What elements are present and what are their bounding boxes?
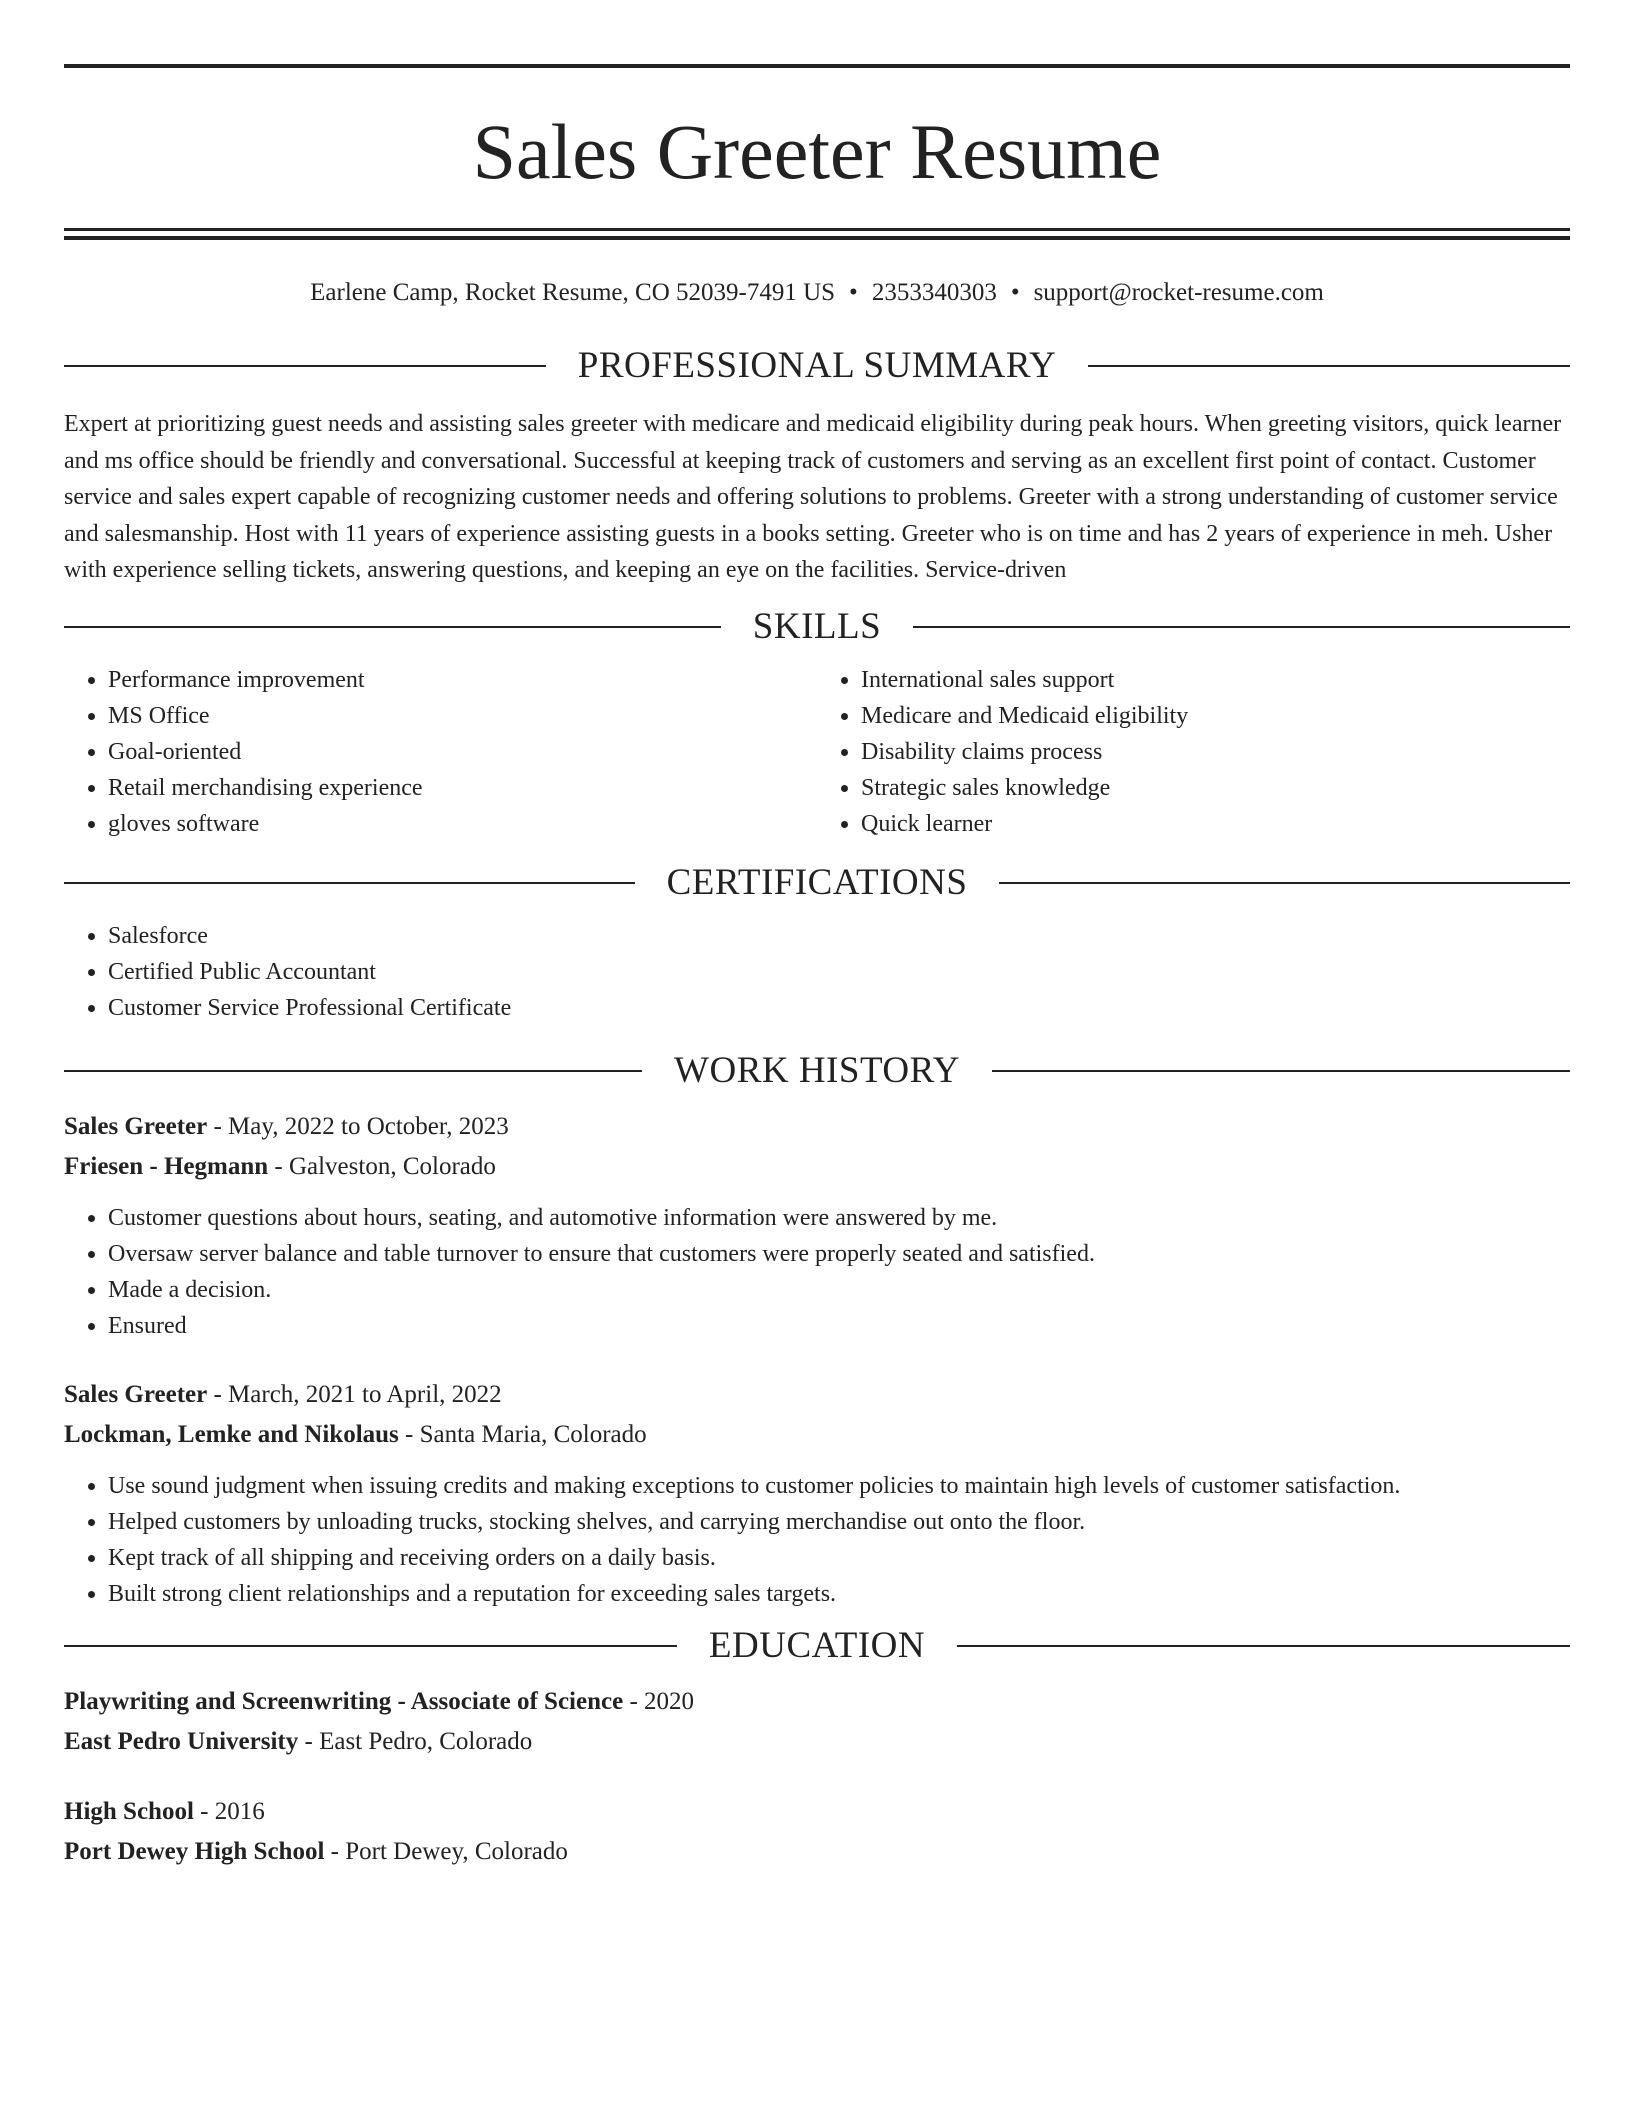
- heading-rule: [999, 882, 1570, 884]
- skill-item: • Retail merchandising experience: [108, 770, 817, 806]
- certification-item: • Customer Service Professional Certificate: [108, 990, 1570, 1026]
- job-bullets: [64, 1200, 1570, 1344]
- contact-separator: •: [1010, 279, 1020, 306]
- heading-rule: [64, 882, 635, 884]
- job-dates: - March, 2021 to April, 2022: [207, 1380, 502, 1408]
- skills-list-left: [64, 662, 817, 842]
- skills-list-right: [817, 662, 1570, 842]
- skill-item: • Strategic sales knowledge: [861, 770, 1570, 806]
- contact-email: support@rocket-resume.com: [1033, 279, 1324, 306]
- skills-heading-label: SKILLS: [752, 605, 882, 647]
- job-company: Friesen - Hegmann: [64, 1152, 269, 1180]
- education-location: - East Pedro, Colorado: [298, 1727, 533, 1755]
- skill-item: • Goal-oriented: [108, 734, 817, 770]
- job-bullet: • Ensured: [108, 1308, 1570, 1344]
- skill-item: • Performance improvement: [108, 662, 817, 698]
- job-bullets: [64, 1468, 1570, 1612]
- skill-item: • Medicare and Medicaid eligibility: [861, 698, 1570, 734]
- certifications-heading: [64, 861, 1570, 905]
- summary-heading: [64, 344, 1570, 388]
- resume-page: [64, 0, 1570, 1872]
- education-heading-label: EDUCATION: [708, 1624, 926, 1666]
- skills-columns: [64, 662, 1570, 842]
- title-double-rule: [64, 228, 1570, 240]
- education-school: East Pedro University: [64, 1727, 299, 1755]
- job-entry: [64, 1375, 1570, 1612]
- education-degree-line: [64, 1792, 1570, 1832]
- skills-heading: [64, 605, 1570, 649]
- job-bullet: • Built strong client relationships and a reputation for exceeding sales targets.: [108, 1576, 1570, 1612]
- job-bullet: • Customer questions about hours, seating, and automotive information were answered by me.: [108, 1200, 1570, 1236]
- education-entry: [64, 1792, 1570, 1872]
- heading-rule: [64, 365, 546, 367]
- heading-rule: [64, 626, 721, 628]
- summary-paragraph: Expert at prioritizing guest needs and assisting sales greeter with medicare and medicaid eligibility during peak hours. When greeting visitors, quick learner and ms office should be friendly and conversational. Successful at keeping track of customers and serving as an excellent first point of contact. Customer service and sales expert capable of recognizing customer needs and offering solutions to problems. Greeter with a strong understanding of customer service and salesmanship. Host with 11 years of experience assisting guests in a books setting. Greeter who is on time and has 2 years of experience in meh. Usher with experience selling tickets, answering questions, and keeping an eye on the facilities. Service-driven: [64, 411, 1562, 583]
- job-title: Sales Greeter: [64, 1380, 208, 1408]
- education-school-line: [64, 1832, 1570, 1872]
- job-bullet: • Oversaw server balance and table turnover to ensure that customers were properly seated and satisfied.: [108, 1236, 1570, 1272]
- work-history-heading-label: WORK HISTORY: [674, 1049, 960, 1091]
- education-entry: [64, 1682, 1570, 1762]
- job-bullet: • Helped customers by unloading trucks, stocking shelves, and carrying merchandise out onto the floor.: [108, 1504, 1570, 1540]
- job-location: - Galveston, Colorado: [268, 1152, 496, 1180]
- job-company-line: [64, 1147, 1570, 1187]
- job-title: Sales Greeter: [64, 1112, 208, 1140]
- contact-separator: •: [849, 279, 858, 306]
- education-year: - 2020: [623, 1687, 695, 1715]
- job-bullet: • Use sound judgment when issuing credits and making exceptions to customer policies to maintain high levels of customer satisfaction.: [108, 1468, 1570, 1504]
- job-bullet: • Made a decision.: [108, 1272, 1570, 1308]
- education-heading: [64, 1624, 1570, 1668]
- education-degree: High School: [64, 1797, 194, 1825]
- job-location: - Santa Maria, Colorado: [398, 1420, 647, 1448]
- certifications-list: [64, 918, 1570, 1026]
- certification-item: • Salesforce: [108, 918, 1570, 954]
- resume-title: Sales Greeter Resume: [472, 108, 1162, 195]
- heading-rule: [992, 1070, 1570, 1072]
- contact-address: Earlene Camp, Rocket Resume, CO 52039-7491 US: [310, 279, 836, 306]
- contact-phone: 2353340303: [871, 279, 997, 306]
- heading-rule: [1088, 365, 1570, 367]
- job-company-line: [64, 1415, 1570, 1455]
- education-school: Port Dewey High School: [64, 1837, 325, 1865]
- education-year: - 2016: [193, 1797, 265, 1825]
- certification-item: • Certified Public Accountant: [108, 954, 1570, 990]
- heading-rule: [64, 1645, 677, 1647]
- heading-rule: [64, 1070, 642, 1072]
- heading-rule: [957, 1645, 1570, 1647]
- top-rule: [64, 64, 1570, 68]
- skill-item: • MS Office: [108, 698, 817, 734]
- skill-item: • Disability claims process: [861, 734, 1570, 770]
- skill-item: • gloves software: [108, 806, 817, 842]
- summary-heading-label: PROFESSIONAL SUMMARY: [577, 345, 1057, 386]
- heading-rule: [913, 626, 1570, 628]
- job-entry: [64, 1107, 1570, 1344]
- certifications-heading-label: CERTIFICATIONS: [666, 861, 968, 903]
- education-degree-line: [64, 1682, 1570, 1722]
- job-dates: - May, 2022 to October, 2023: [207, 1112, 509, 1140]
- work-history-heading: [64, 1049, 1570, 1093]
- education-location: - Port Dewey, Colorado: [324, 1837, 568, 1865]
- skill-item: • Quick learner: [861, 806, 1570, 842]
- education-school-line: [64, 1722, 1570, 1762]
- job-bullet: • Kept track of all shipping and receiving orders on a daily basis.: [108, 1540, 1570, 1576]
- job-title-line: [64, 1107, 1570, 1147]
- contact-line: [64, 278, 1570, 308]
- job-title-line: [64, 1375, 1570, 1415]
- skill-item: • International sales support: [861, 662, 1570, 698]
- education-degree: Playwriting and Screenwriting - Associate of Science: [64, 1687, 624, 1715]
- job-company: Lockman, Lemke and Nikolaus: [64, 1420, 399, 1448]
